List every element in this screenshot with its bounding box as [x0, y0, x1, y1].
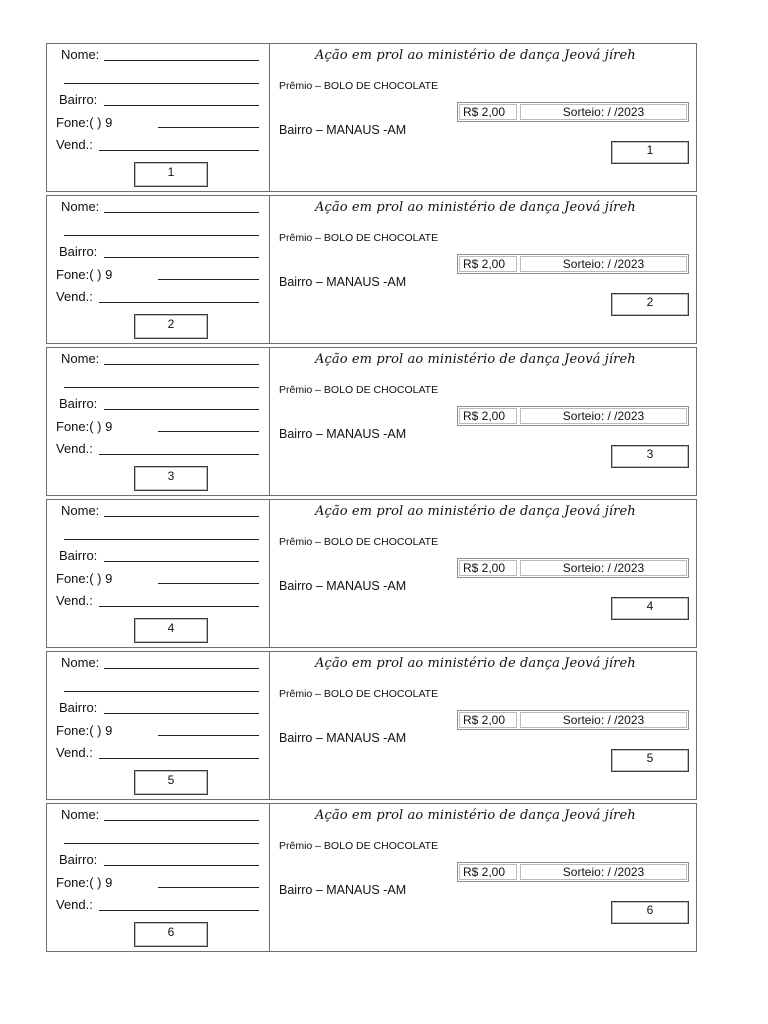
stub-number-box — [134, 770, 208, 795]
bairro-line — [104, 257, 259, 258]
phone-line — [158, 127, 259, 128]
phone-label: Fone:( ) 9 — [56, 419, 113, 434]
ticket-number: 5 — [646, 751, 654, 765]
prize-text: Prêmio – BOLO DE CHOCOLATE — [279, 840, 439, 852]
name-line — [104, 668, 259, 669]
name-line-2 — [64, 387, 259, 388]
ticket-title: Ação em prol ao ministério de dança Jeová jíreh — [315, 200, 636, 215]
ticket-price: R$ 2,00 — [459, 408, 517, 424]
neighborhood-text: Bairro – MANAUS -AM — [279, 883, 407, 897]
bairro-label: Bairro: — [59, 244, 98, 259]
ticket-price: R$ 2,00 — [459, 864, 517, 880]
draw-date: Sorteio: / /2023 — [520, 104, 687, 120]
seller-line — [99, 910, 259, 911]
phone-line — [158, 279, 259, 280]
phone-line — [158, 735, 259, 736]
price-draw-box — [457, 862, 689, 882]
bairro-line — [104, 409, 259, 410]
ticket-title: Ação em prol ao ministério de dança Jeová jíreh — [315, 808, 636, 823]
name-label: Nome: — [61, 47, 100, 62]
name-line-2 — [64, 539, 259, 540]
seller-label: Vend.: — [56, 897, 93, 912]
neighborhood-text: Bairro – MANAUS -AM — [279, 123, 407, 137]
raffle-ticket-6 — [46, 803, 697, 952]
raffle-ticket-4 — [46, 499, 697, 648]
draw-date: Sorteio: / /2023 — [520, 712, 687, 728]
name-line — [104, 212, 259, 213]
name-line-2 — [64, 843, 259, 844]
seller-label: Vend.: — [56, 137, 93, 152]
prize-text: Prêmio – BOLO DE CHOCOLATE — [279, 536, 439, 548]
stub-ticket-number: 2 — [167, 317, 175, 331]
name-label: Nome: — [61, 655, 100, 670]
price-draw-box — [457, 254, 689, 274]
ticket-stub — [47, 804, 270, 951]
bairro-line — [104, 713, 259, 714]
ticket-number: 3 — [646, 447, 654, 461]
seller-line — [99, 150, 259, 151]
name-label: Nome: — [61, 351, 100, 366]
name-line — [104, 60, 259, 61]
phone-line — [158, 431, 259, 432]
ticket-number-box — [611, 597, 689, 620]
prize-text: Prêmio – BOLO DE CHOCOLATE — [279, 232, 439, 244]
ticket-number-box — [611, 445, 689, 468]
neighborhood-text: Bairro – MANAUS -AM — [279, 427, 407, 441]
stub-ticket-number: 4 — [167, 621, 175, 635]
phone-line — [158, 583, 259, 584]
name-line-2 — [64, 83, 259, 84]
ticket-stub — [47, 652, 270, 799]
prize-text: Prêmio – BOLO DE CHOCOLATE — [279, 80, 439, 92]
ticket-stub — [47, 348, 270, 495]
ticket-number-box — [611, 141, 689, 164]
phone-label: Fone:( ) 9 — [56, 571, 113, 586]
ticket-stub — [47, 500, 270, 647]
ticket-price: R$ 2,00 — [459, 712, 517, 728]
stub-number-box — [134, 618, 208, 643]
name-line-2 — [64, 235, 259, 236]
bairro-line — [104, 105, 259, 106]
ticket-title: Ação em prol ao ministério de dança Jeová jíreh — [315, 352, 636, 367]
name-line-2 — [64, 691, 259, 692]
phone-label: Fone:( ) 9 — [56, 723, 113, 738]
ticket-number: 2 — [646, 295, 654, 309]
name-label: Nome: — [61, 503, 100, 518]
stub-ticket-number: 6 — [167, 925, 175, 939]
ticket-title: Ação em prol ao ministério de dança Jeová jíreh — [315, 656, 636, 671]
prize-text: Prêmio – BOLO DE CHOCOLATE — [279, 384, 439, 396]
ticket-number-box — [611, 293, 689, 316]
prize-text: Prêmio – BOLO DE CHOCOLATE — [279, 688, 439, 700]
name-line — [104, 820, 259, 821]
price-draw-box — [457, 406, 689, 426]
seller-label: Vend.: — [56, 745, 93, 760]
draw-date: Sorteio: / /2023 — [520, 864, 687, 880]
name-line — [104, 516, 259, 517]
seller-label: Vend.: — [56, 441, 93, 456]
bairro-line — [104, 865, 259, 866]
ticket-number: 6 — [646, 903, 654, 917]
seller-line — [99, 454, 259, 455]
stub-ticket-number: 3 — [167, 469, 175, 483]
stub-ticket-number: 5 — [167, 773, 175, 787]
ticket-title: Ação em prol ao ministério de dança Jeová jíreh — [315, 504, 636, 519]
ticket-number-box — [611, 749, 689, 772]
price-draw-box — [457, 710, 689, 730]
bairro-label: Bairro: — [59, 92, 98, 107]
ticket-price: R$ 2,00 — [459, 560, 517, 576]
name-line — [104, 364, 259, 365]
neighborhood-text: Bairro – MANAUS -AM — [279, 731, 407, 745]
price-draw-box — [457, 102, 689, 122]
name-label: Nome: — [61, 199, 100, 214]
phone-line — [158, 887, 259, 888]
stub-number-box — [134, 162, 208, 187]
seller-line — [99, 606, 259, 607]
neighborhood-text: Bairro – MANAUS -AM — [279, 275, 407, 289]
price-draw-box — [457, 558, 689, 578]
draw-date: Sorteio: / /2023 — [520, 256, 687, 272]
ticket-stub — [47, 44, 270, 191]
bairro-label: Bairro: — [59, 700, 98, 715]
seller-line — [99, 758, 259, 759]
bairro-line — [104, 561, 259, 562]
ticket-price: R$ 2,00 — [459, 104, 517, 120]
phone-label: Fone:( ) 9 — [56, 267, 113, 282]
ticket-price: R$ 2,00 — [459, 256, 517, 272]
bairro-label: Bairro: — [59, 396, 98, 411]
stub-number-box — [134, 466, 208, 491]
raffle-ticket-2 — [46, 195, 697, 344]
seller-label: Vend.: — [56, 593, 93, 608]
neighborhood-text: Bairro – MANAUS -AM — [279, 579, 407, 593]
ticket-number: 1 — [646, 143, 654, 157]
seller-line — [99, 302, 259, 303]
phone-label: Fone:( ) 9 — [56, 875, 113, 890]
raffle-ticket-3 — [46, 347, 697, 496]
seller-label: Vend.: — [56, 289, 93, 304]
bairro-label: Bairro: — [59, 852, 98, 867]
ticket-number-box — [611, 901, 689, 924]
ticket-number: 4 — [646, 599, 654, 613]
ticket-title: Ação em prol ao ministério de dança Jeová jíreh — [315, 48, 636, 63]
stub-number-box — [134, 922, 208, 947]
name-label: Nome: — [61, 807, 100, 822]
draw-date: Sorteio: / /2023 — [520, 408, 687, 424]
bairro-label: Bairro: — [59, 548, 98, 563]
ticket-stub — [47, 196, 270, 343]
stub-number-box — [134, 314, 208, 339]
raffle-ticket-5 — [46, 651, 697, 800]
raffle-ticket-1 — [46, 43, 697, 192]
stub-ticket-number: 1 — [167, 165, 175, 179]
draw-date: Sorteio: / /2023 — [520, 560, 687, 576]
phone-label: Fone:( ) 9 — [56, 115, 113, 130]
